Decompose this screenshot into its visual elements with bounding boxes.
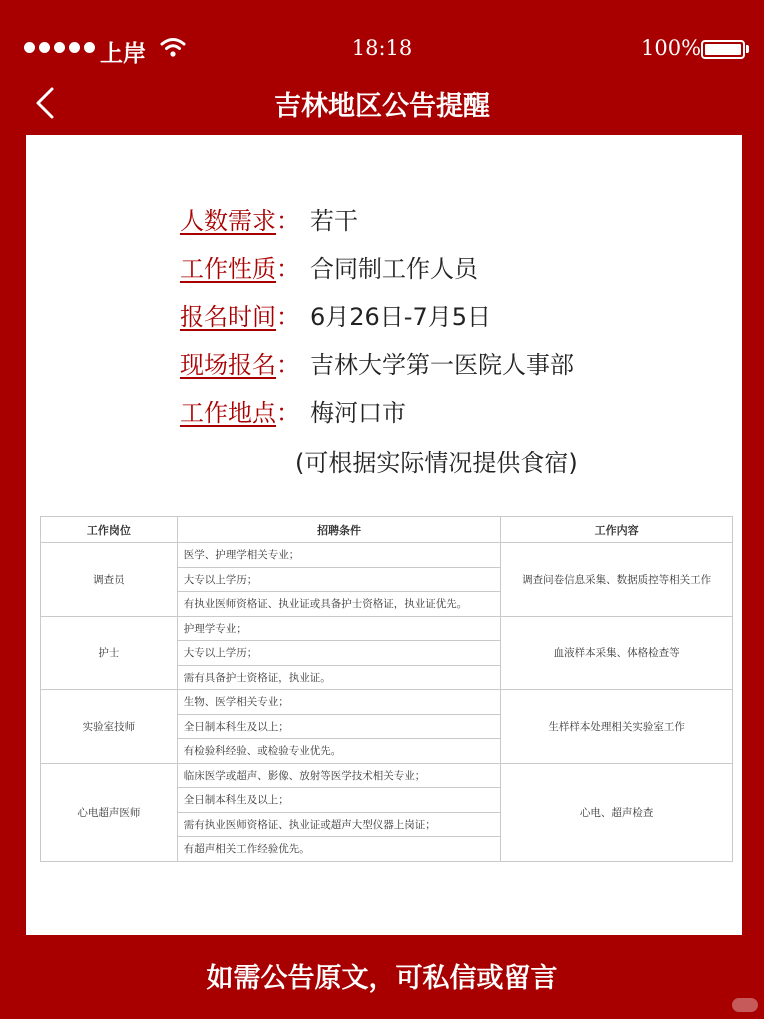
- jobs-table: [40, 516, 733, 862]
- requirement-cell: 护理学专业；: [177, 616, 501, 641]
- info-colon: ：: [276, 303, 300, 331]
- table-row: [41, 543, 733, 568]
- table-row: [41, 763, 733, 788]
- watermark-badge: [732, 998, 758, 1012]
- requirement-cell: 有超声相关工作经验优先。: [177, 837, 501, 862]
- info-value: 吉林大学第一医院人事部: [310, 351, 574, 379]
- info-label: 现场报名: [180, 351, 276, 379]
- info-label: 报名时间: [180, 303, 276, 331]
- requirement-cell: 全日制本科生及以上；: [177, 788, 501, 813]
- info-label: 工作性质: [180, 255, 276, 283]
- position-cell: 实验室技师: [41, 690, 178, 764]
- info-row-work-location: [180, 393, 574, 441]
- info-colon: ：: [276, 207, 300, 235]
- battery-tip: [746, 45, 749, 53]
- info-row-registration-time: [180, 297, 574, 345]
- clock-time: 18:18: [351, 36, 413, 60]
- info-colon: ：: [276, 399, 300, 427]
- info-note: (可根据实际情况提供食宿): [295, 449, 578, 477]
- requirement-cell: 医学、护理学相关专业；: [177, 543, 501, 568]
- info-label: 工作地点: [180, 399, 276, 427]
- column-header: 招聘条件: [177, 517, 501, 543]
- page-title: 吉林地区公告提醒: [274, 91, 490, 122]
- info-value: 合同制工作人员: [310, 255, 478, 283]
- content-cell: 血液样本采集、体格检查等: [501, 616, 733, 690]
- carrier-name: 上岸: [100, 41, 146, 67]
- announcement-card: [26, 135, 742, 935]
- column-header: 工作岗位: [41, 517, 178, 543]
- column-header: 工作内容: [501, 517, 733, 543]
- position-cell: 调查员: [41, 543, 178, 617]
- table-header-row: [41, 517, 733, 543]
- info-list: [180, 201, 578, 477]
- position-cell: 护士: [41, 616, 178, 690]
- info-row-job-type: [180, 249, 574, 297]
- info-colon: ：: [276, 351, 300, 379]
- position-cell: 心电超声医师: [41, 763, 178, 861]
- table-row: [41, 690, 733, 715]
- info-colon: ：: [276, 255, 300, 283]
- requirement-cell: 大专以上学历；: [177, 641, 501, 666]
- requirement-cell: 需有具备护士资格证，执业证。: [177, 665, 501, 690]
- info-label: 人数需求: [180, 207, 276, 235]
- requirement-cell: 全日制本科生及以上；: [177, 714, 501, 739]
- info-value: 若干: [310, 207, 358, 235]
- requirement-cell: 生物、医学相关专业；: [177, 690, 501, 715]
- info-row-onsite-registration: [180, 345, 574, 393]
- requirement-cell: 需有执业医师资格证、执业证或超声大型仪器上岗证；: [177, 812, 501, 837]
- content-cell: 心电、超声检查: [501, 763, 733, 861]
- content-cell: 生样样本处理相关实验室工作: [501, 690, 733, 764]
- battery-icon: [701, 40, 745, 59]
- info-value: 梅河口市: [310, 399, 406, 427]
- requirement-cell: 临床医学或超声、影像、放射等医学技术相关专业；: [177, 763, 501, 788]
- requirement-cell: 有执业医师资格证、执业证或具备护士资格证，执业证优先。: [177, 592, 501, 617]
- battery-percentage: 100%: [641, 36, 702, 60]
- content-cell: 调查问卷信息采集、数据质控等相关工作: [501, 543, 733, 617]
- requirement-cell: 大专以上学历；: [177, 567, 501, 592]
- footer-message: 如需公告原文，可私信或留言: [206, 963, 558, 994]
- info-value: 6月26日-7月5日: [310, 303, 492, 331]
- info-row-headcount: [180, 201, 574, 249]
- table-row: [41, 616, 733, 641]
- requirement-cell: 有检验科经验、或检验专业优先。: [177, 739, 501, 764]
